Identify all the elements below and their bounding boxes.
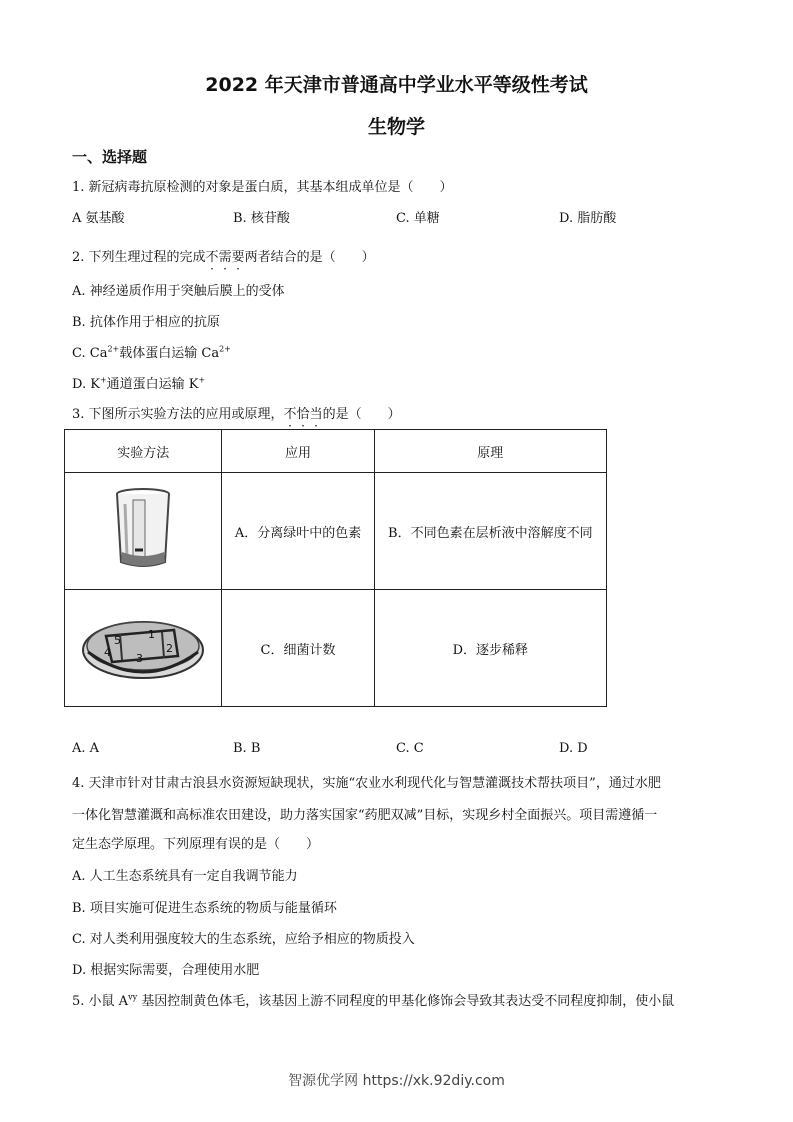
footer-watermark: 智源优学网 https://xk.92diy.com xyxy=(288,1073,505,1089)
q1-option-d: D. 脂肪酸 xyxy=(559,211,617,226)
q3-option-d: D. D xyxy=(559,741,588,756)
q4-stem-emphasis: 误 xyxy=(228,837,242,852)
table-row xyxy=(65,590,607,707)
q1-option-b: B. 核苷酸 xyxy=(233,211,290,226)
q2-option-d xyxy=(72,373,205,392)
q2-option-d-text2: 通道蛋白运输 K xyxy=(106,377,199,392)
q4-stem-line3-suffix: 的是（ ） xyxy=(241,837,320,852)
q2-option-d-sup2: + xyxy=(198,375,206,385)
q4-stem-line3 xyxy=(72,833,319,852)
petri-dish-image-cell xyxy=(65,590,222,707)
dish-label-2: 2 xyxy=(166,642,174,655)
q2-option-c-text2: 载体蛋白运输 Ca xyxy=(119,346,220,361)
q5-stem-prefix: 5. 小鼠 A xyxy=(72,994,129,1009)
q2-stem-prefix: 2. 下列生理过程的完成 xyxy=(72,250,206,265)
q2-option-a: A. 神经递质作用于突触后膜上的受体 xyxy=(72,284,285,299)
dish-label-4: 4 xyxy=(104,646,112,659)
q1-option-c: C. 单糖 xyxy=(396,211,440,226)
dish-label-3: 3 xyxy=(136,652,144,665)
q1-option-a: A 氨基酸 xyxy=(72,211,125,226)
header-method: 实验方法 xyxy=(65,430,222,473)
q4-stem-line2: 一体化智慧灌溉和高标准农田建设，助力落实国家“药肥双减”目标，实现乡村全面振兴。项目需遵循一 xyxy=(72,808,658,823)
q2-option-b: B. 抗体作用于相应的抗原 xyxy=(72,315,220,330)
q4-stem-line1: 4. 天津市针对甘肃古浪县水资源短缺现状，实施“农业水利现代化与智慧灌溉技术帮扶项目”，通过水肥 xyxy=(72,776,661,791)
q5-stem xyxy=(72,990,674,1009)
q2-option-c-sup1: 2+ xyxy=(107,344,120,354)
beaker-illustration xyxy=(103,484,183,574)
experiment-table xyxy=(64,429,607,707)
subject-title: 生物学 xyxy=(367,116,425,138)
q3-stem-prefix: 3. 下图所示实验方法的应用或原理， xyxy=(72,407,284,422)
q1-options xyxy=(72,207,672,227)
beaker-image-cell xyxy=(65,473,222,590)
q2-option-d-sup1: + xyxy=(99,375,107,385)
q2-option-d-text1: D. K xyxy=(72,377,100,392)
q3-stem-suffix: 的是（ ） xyxy=(322,407,401,422)
q3-option-c: C. C xyxy=(396,741,424,756)
dish-label-5: 5 xyxy=(114,634,122,647)
q2-stem xyxy=(72,246,375,265)
q3-option-a: A. A xyxy=(72,741,100,756)
q2-option-c-sup2: 2+ xyxy=(219,344,231,354)
q4-stem-line3-prefix: 定生态学原理。下列原理有 xyxy=(72,837,229,852)
cell-principle-d: D．逐步稀释 xyxy=(374,590,606,707)
q1-stem: 1. 新冠病毒抗原检测的对象是蛋白质，其基本组成单位是（ ） xyxy=(72,180,453,195)
cell-application-a: A．分离绿叶中的色素 xyxy=(222,473,374,590)
header-principle: 原理 xyxy=(374,430,606,473)
q4-option-c: C. 对人类利用强度较大的生态系统，应给予相应的物质投入 xyxy=(72,932,415,947)
dish-label-1: 1 xyxy=(148,628,156,641)
table-row xyxy=(65,473,607,590)
q5-stem-sup: vy xyxy=(128,992,138,1002)
section-heading: 一、选择题 xyxy=(72,148,148,166)
cell-principle-b: B．不同色素在层析液中溶解度不同 xyxy=(374,473,606,590)
q5-stem-suffix: 基因控制黄色体毛，该基因上游不同程度的甲基化修饰会导致其表达受不同程度抑制，使小鼠 xyxy=(137,994,675,1009)
q4-option-d: D. 根据实际需要，合理使用水肥 xyxy=(72,963,260,978)
petri-dish-illustration xyxy=(78,606,208,686)
q2-stem-suffix: 两者结合的是（ ） xyxy=(244,250,375,265)
q2-option-c-text1: C. Ca xyxy=(72,346,108,361)
q4-option-b: B. 项目实施可促进生态系统的物质与能量循环 xyxy=(72,901,337,916)
q3-option-b: B. B xyxy=(233,741,261,756)
header-application: 应用 xyxy=(222,430,374,473)
q3-stem xyxy=(72,403,401,422)
q3-stem-emphasis: 不恰当 xyxy=(283,407,323,422)
cell-application-c: C．细菌计数 xyxy=(222,590,374,707)
q4-option-a: A. 人工生态系统具有一定自我调节能力 xyxy=(72,869,298,884)
q2-option-c xyxy=(72,342,231,361)
table-header-row xyxy=(65,430,607,473)
exam-title: 2022 年天津市普通高中学业水平等级性考试 xyxy=(205,74,588,96)
q3-options xyxy=(72,741,672,761)
q2-stem-emphasis: 不需要 xyxy=(205,250,245,265)
